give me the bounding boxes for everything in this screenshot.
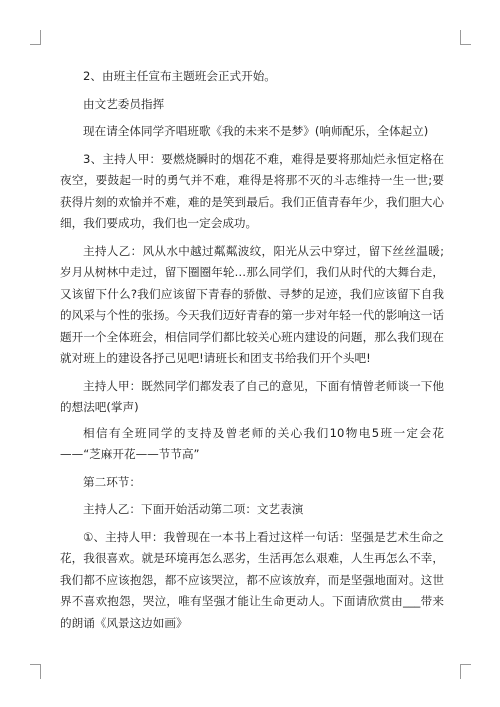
document-body [60,66,444,640]
crop-mark-top-left [30,30,41,45]
paragraph-host-b-performance: 主持人乙：下面开始活动第二项：文艺表演 [83,502,304,516]
paragraph-section-two: 第二环节： [83,474,141,489]
paragraph-host-b-opening: 主持人乙：风从水中越过粼粼波纹，阳光从云中穿过，留下丝丝温暖;岁月从树林中走过，留下圈圈年轮…那么同学们，我们从时代的大舞台走，又该留下什么?我们应该留下青春的骄傲、寻梦的足迹，我们应该留下自我的风采与个性的张扬。今天我们迈好青春的第一步对年轻一代的影响这一话题开一个全体班会，相信同学们都比较关心班内建设的问题，那么我们现在就对班上的建设各抒己见吧!请班长和团支书给我们开个头吧! [60,243,444,365]
paragraph-host-a-teacher: 主持人甲：既然同学们都发表了自己的意见，下面有情曾老师谈一下他的想法吧(掌声) [60,378,444,414]
crop-mark-bottom-left [30,664,41,679]
paragraph-class-song: 现在请全体同学齐唱班歌《我的未来不是梦》(响师配乐，全体起立) [83,124,429,138]
paragraph-class-support: 相信有全班同学的支持及曾老师的关心我们10物电5班一定会花——“芝麻开花——节节高” [60,425,444,461]
crop-mark-top-right [460,30,471,45]
paragraph-announcement: 2、由班主任宣布主题班会正式开始。 [83,69,276,83]
crop-mark-bottom-right [460,664,471,679]
paragraph-host-a-recitation: ①、主持人甲：我曾现在一本书上看过这样一句话：坚强是艺术生命之花，我很喜欢。就是环境再怎么恶劣，生活再怎么艰难，人生再怎么不幸，我们都不应该抱怨，都不应该哭泣，都不应该放弃，而是坚强地面对。这世界不喜欢抱怨，哭泣，唯有坚强才能让生命更动人。下面请欣赏由___带来的朗诵《风景这边如画》 [60,529,444,630]
paragraph-conductor: 由文艺委员指挥 [83,96,165,111]
paragraph-host-a-opening: 3、主持人甲：要燃烧瞬时的烟花不难，难得是要将那灿烂永恒定格在夜空，要鼓起一时的勇气并不难，难得是将那不灭的斗志维持一生一世;要获得片刻的欢愉并不难，难的是笑到最后。我们正值青春年少，我们胆大心细，我们要成功，我们也一定会成功。 [60,151,444,230]
